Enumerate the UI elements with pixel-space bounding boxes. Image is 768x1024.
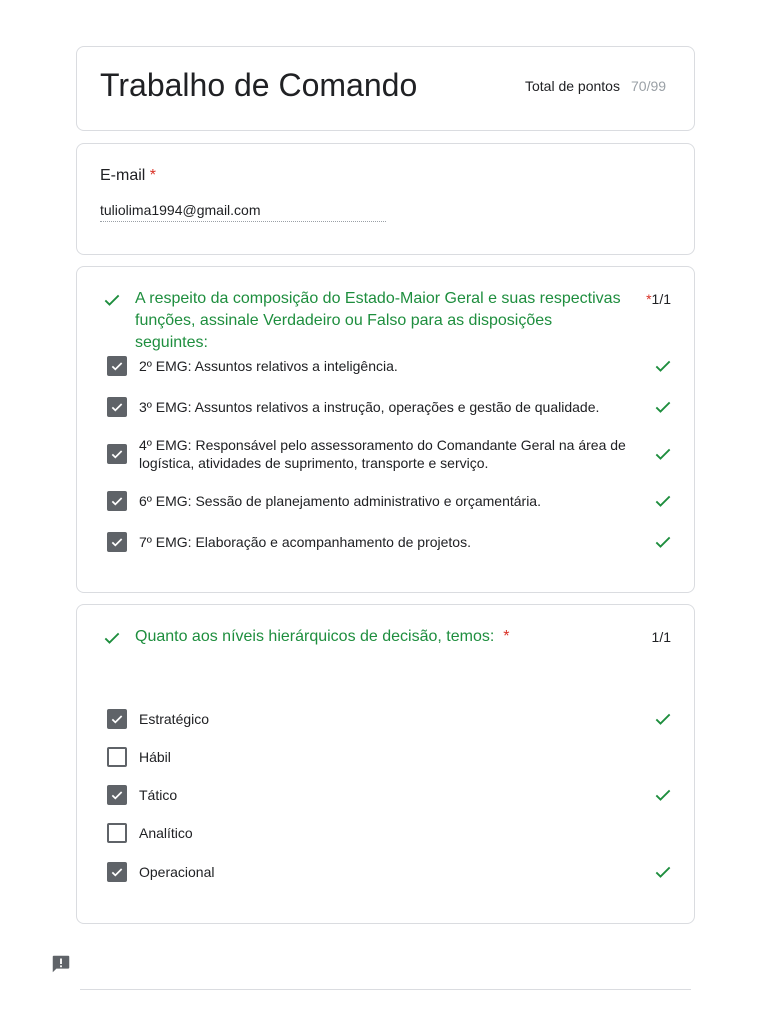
correct-check-icon xyxy=(653,862,673,882)
checkmark-icon xyxy=(109,493,125,509)
checkbox-option[interactable] xyxy=(107,784,673,806)
required-mark: * xyxy=(503,628,510,645)
checkbox-option[interactable] xyxy=(107,822,673,844)
required-mark: * xyxy=(149,167,157,184)
checkbox-option[interactable] xyxy=(107,433,673,475)
report-feedback-icon[interactable] xyxy=(50,953,72,975)
total-points-value: 70/99 xyxy=(631,78,667,94)
question-score: 1/1 xyxy=(651,629,671,645)
question-score-value: 1/1 xyxy=(651,291,671,307)
checkmark-icon xyxy=(109,864,125,880)
checkbox-option[interactable] xyxy=(107,708,673,730)
checkbox-option[interactable] xyxy=(107,355,673,377)
checkmark-icon xyxy=(109,358,125,374)
correct-check-icon xyxy=(653,709,673,729)
checkbox-option[interactable] xyxy=(107,490,673,512)
option-label: 3º EMG: Assuntos relativos a instrução, operações e gestão de qualidade. xyxy=(139,399,600,415)
checkbox-unchecked[interactable] xyxy=(107,823,127,843)
correct-check-icon xyxy=(653,444,673,464)
question-score xyxy=(646,291,671,307)
checkbox-checked[interactable] xyxy=(107,709,127,729)
check-icon xyxy=(102,290,122,310)
correct-check-icon xyxy=(653,397,673,417)
checkmark-icon xyxy=(109,787,125,803)
checkmark-icon xyxy=(109,711,125,727)
checkmark-icon xyxy=(109,399,125,415)
option-label: Hábil xyxy=(139,749,171,765)
question-title xyxy=(135,626,535,648)
question-title-text: Quanto aos níveis hierárquicos de decisão, temos: xyxy=(135,628,495,645)
checkmark-icon xyxy=(109,446,125,462)
option-label: 2º EMG: Assuntos relativos a inteligência. xyxy=(139,358,398,374)
checkbox-checked[interactable] xyxy=(107,356,127,376)
option-label: 4º EMG: Responsável pelo assessoramento do Comandante Geral na área de logística, atividades de suprimento, transporte e serviço. xyxy=(139,437,626,471)
question-card-1 xyxy=(76,266,695,593)
checkbox-unchecked[interactable] xyxy=(107,747,127,767)
check-icon xyxy=(102,628,122,648)
correct-check-icon xyxy=(653,491,673,511)
checkbox-checked[interactable] xyxy=(107,532,127,552)
checkbox-option[interactable] xyxy=(107,746,673,768)
email-label-text: E-mail xyxy=(100,167,146,184)
email-field: tuliolima1994@gmail.com xyxy=(100,202,386,222)
form-header-card xyxy=(76,46,695,131)
checkmark-icon xyxy=(109,534,125,550)
email-label xyxy=(100,167,156,185)
checkbox-checked[interactable] xyxy=(107,785,127,805)
checkbox-option[interactable] xyxy=(107,861,673,883)
correct-check-icon xyxy=(653,785,673,805)
option-label: Tático xyxy=(139,787,178,803)
correct-check-icon xyxy=(653,356,673,376)
email-card xyxy=(76,143,695,255)
option-label: Estratégico xyxy=(139,711,210,727)
footer-divider xyxy=(80,989,691,990)
checkbox-option[interactable] xyxy=(107,531,673,553)
option-label: Operacional xyxy=(139,864,215,880)
correct-check-icon xyxy=(653,532,673,552)
checkbox-checked[interactable] xyxy=(107,397,127,417)
total-points-label: Total de pontos xyxy=(525,78,620,94)
required-mark: * xyxy=(646,291,652,307)
checkbox-checked[interactable] xyxy=(107,444,127,464)
checkbox-option[interactable] xyxy=(107,396,673,418)
question-title: A respeito da composição do Estado-Maior Geral e suas respectivas funções, assinale Verdadeiro ou Falso para as disposições seguintes: xyxy=(135,290,621,351)
option-label: 7º EMG: Elaboração e acompanhamento de projetos. xyxy=(139,534,471,550)
option-label: Analítico xyxy=(139,825,193,841)
checkbox-checked[interactable] xyxy=(107,491,127,511)
checkbox-checked[interactable] xyxy=(107,862,127,882)
question-card-2 xyxy=(76,604,695,924)
form-title: Trabalho de Comando xyxy=(100,67,418,103)
option-label: 6º EMG: Sessão de planejamento administrativo e orçamentária. xyxy=(139,493,541,509)
